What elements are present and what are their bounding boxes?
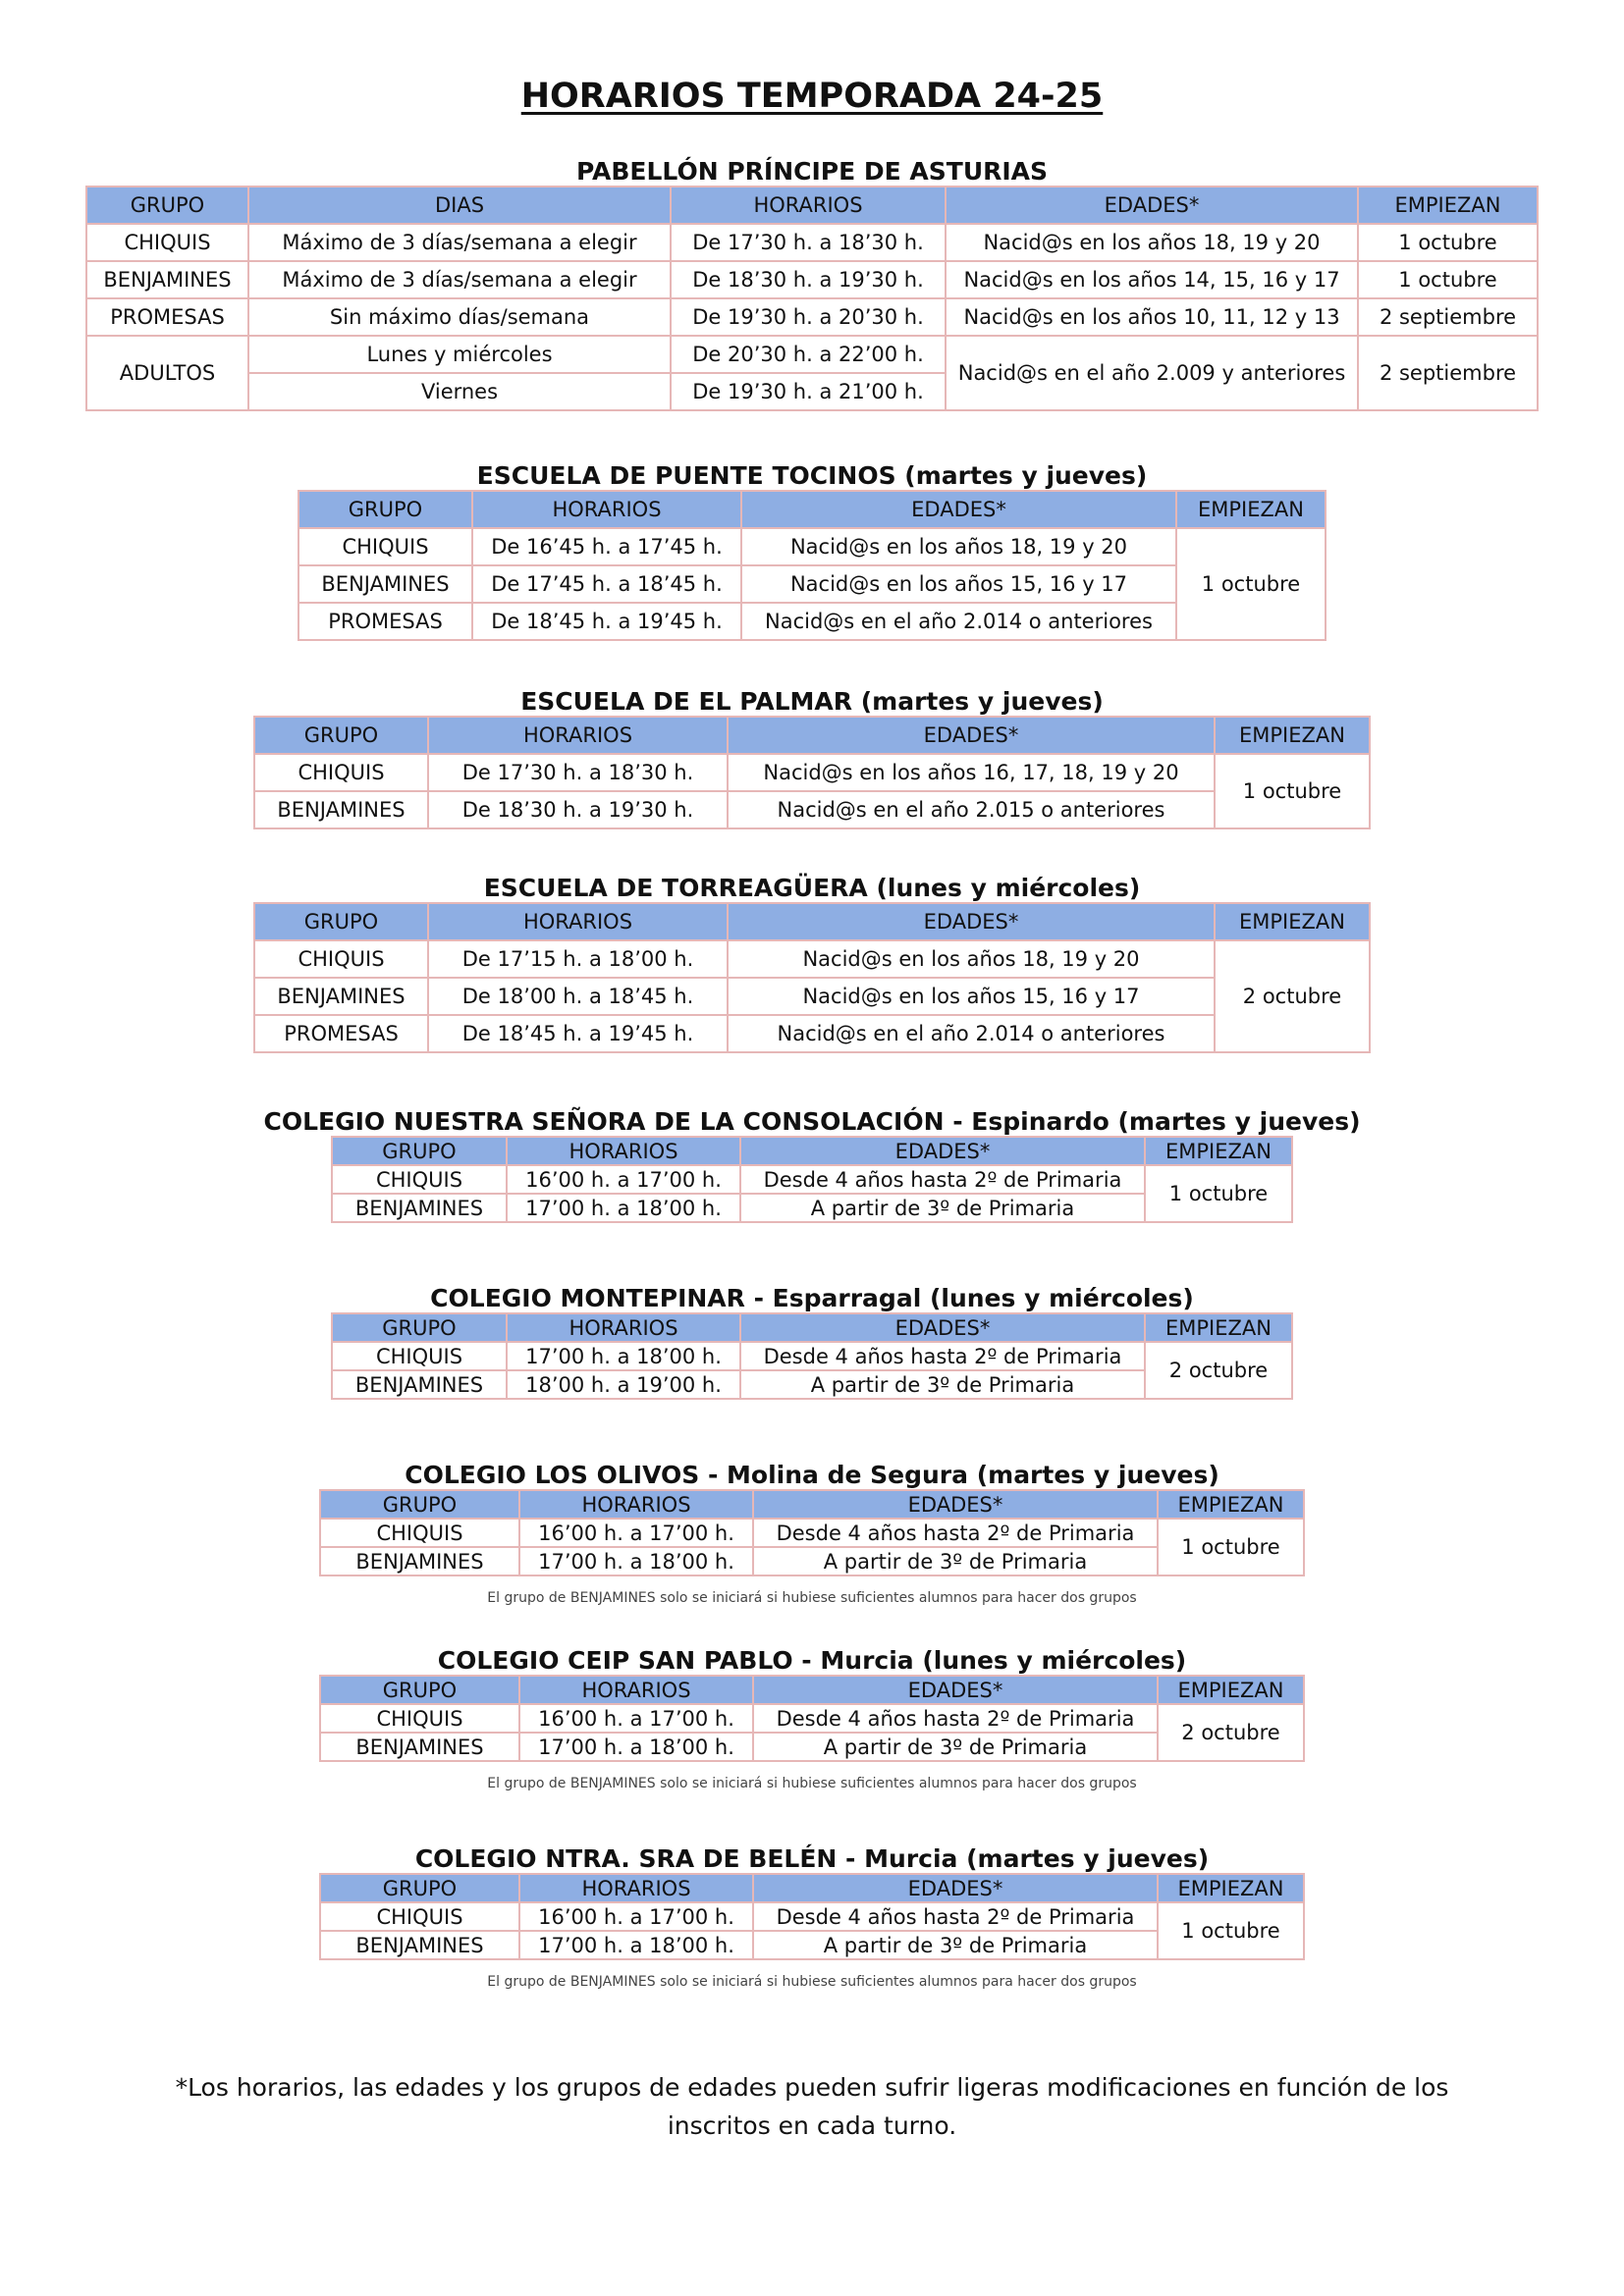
cell-horario: De 17’30 h. a 18’30 h. xyxy=(671,224,946,261)
cell-grupo: BENJAMINES xyxy=(320,1931,519,1959)
schedule-table xyxy=(253,716,1371,829)
cell-edades: Desde 4 años hasta 2º de Primaria xyxy=(753,1902,1158,1931)
cell-edades: Desde 4 años hasta 2º de Primaria xyxy=(753,1519,1158,1547)
cell-horario: De 19’30 h. a 21’00 h. xyxy=(671,373,946,410)
col-header: HORARIOS xyxy=(472,491,741,528)
cell-edades: Nacid@s en los años 10, 11, 12 y 13 xyxy=(946,298,1358,336)
page-title: HORARIOS TEMPORADA 24-25 xyxy=(520,77,1104,116)
cell-grupo: BENJAMINES xyxy=(332,1370,507,1399)
col-header: DIAS xyxy=(248,187,671,224)
table-header-row xyxy=(320,1490,1304,1519)
cell-empiezan: 2 octubre xyxy=(1158,1704,1304,1761)
section-pabellon xyxy=(0,157,1624,411)
cell-horario: De 18’45 h. a 19’45 h. xyxy=(472,603,741,640)
cell-grupo: BENJAMINES xyxy=(332,1194,507,1222)
table-header-row xyxy=(320,1874,1304,1902)
cell-grupo: PROMESAS xyxy=(86,298,248,336)
cell-horario: 16’00 h. a 17’00 h. xyxy=(519,1704,753,1733)
section-title: COLEGIO NTRA. SRA DE BELÉN - Murcia (martes y jueves) xyxy=(414,1844,1210,1873)
table-header-row xyxy=(298,491,1326,528)
cell-edades: Nacid@s en el año 2.014 o anteriores xyxy=(728,1015,1215,1052)
cell-edades: Nacid@s en los años 16, 17, 18, 19 y 20 xyxy=(728,754,1215,791)
section-title: ESCUELA DE TORREAGÜERA (lunes y miércoles) xyxy=(483,874,1141,902)
cell-horario: De 19’30 h. a 20’30 h. xyxy=(671,298,946,336)
cell-grupo: BENJAMINES xyxy=(320,1733,519,1761)
col-header: GRUPO xyxy=(320,1874,519,1902)
cell-dias: Viernes xyxy=(248,373,671,410)
col-header: EMPIEZAN xyxy=(1358,187,1538,224)
cell-dias: Máximo de 3 días/semana a elegir xyxy=(248,224,671,261)
col-header: HORARIOS xyxy=(519,1676,753,1704)
cell-edades: Nacid@s en los años 18, 19 y 20 xyxy=(946,224,1358,261)
section-montepinar xyxy=(0,1284,1624,1400)
schedule-table xyxy=(319,1675,1305,1762)
section-title: COLEGIO NUESTRA SEÑORA DE LA CONSOLACIÓN - Espinardo (martes y jueves) xyxy=(263,1107,1361,1136)
cell-edades: A partir de 3º de Primaria xyxy=(753,1733,1158,1761)
cell-empiezan: 1 octubre xyxy=(1158,1902,1304,1959)
cell-grupo: BENJAMINES xyxy=(254,791,428,828)
cell-edades: Nacid@s en los años 15, 16 y 17 xyxy=(741,565,1176,603)
col-header: EDADES* xyxy=(753,1676,1158,1704)
col-header: EDADES* xyxy=(753,1874,1158,1902)
cell-horario: De 18’00 h. a 18’45 h. xyxy=(428,978,728,1015)
section-consolacion xyxy=(0,1107,1624,1223)
cell-horario: De 18’30 h. a 19’30 h. xyxy=(428,791,728,828)
section-san-pablo xyxy=(0,1646,1624,1791)
cell-horario: 16’00 h. a 17’00 h. xyxy=(507,1165,740,1194)
cell-grupo: CHIQUIS xyxy=(86,224,248,261)
cell-empiezan: 1 octubre xyxy=(1145,1165,1292,1222)
cell-horario: De 18’30 h. a 19’30 h. xyxy=(671,261,946,298)
col-header: GRUPO xyxy=(298,491,472,528)
cell-edades: Desde 4 años hasta 2º de Primaria xyxy=(753,1704,1158,1733)
cell-grupo: CHIQUIS xyxy=(254,754,428,791)
cell-edades: Nacid@s en el año 2.014 o anteriores xyxy=(741,603,1176,640)
col-header: GRUPO xyxy=(332,1313,507,1342)
cell-horario: 17’00 h. a 18’00 h. xyxy=(519,1931,753,1959)
schedule-table xyxy=(319,1873,1305,1960)
table-header-row xyxy=(332,1137,1292,1165)
group-note: El grupo de BENJAMINES solo se iniciará si hubiese suficientes alumnos para hacer dos grupos xyxy=(487,1776,1137,1791)
table-row xyxy=(298,603,1326,640)
schedule-table xyxy=(331,1136,1293,1223)
table-row xyxy=(254,940,1370,978)
col-header: GRUPO xyxy=(320,1676,519,1704)
col-header: HORARIOS xyxy=(507,1137,740,1165)
cell-grupo: BENJAMINES xyxy=(86,261,248,298)
table-row xyxy=(254,754,1370,791)
col-header: EDADES* xyxy=(741,491,1176,528)
cell-horario: 17’00 h. a 18’00 h. xyxy=(519,1547,753,1575)
col-header: EMPIEZAN xyxy=(1176,491,1326,528)
table-row xyxy=(86,298,1538,336)
table-row xyxy=(332,1165,1292,1194)
cell-empiezan: 1 octubre xyxy=(1215,754,1370,828)
schedule-table xyxy=(253,902,1371,1053)
cell-grupo: CHIQUIS xyxy=(332,1342,507,1370)
table-row xyxy=(332,1342,1292,1370)
table-row xyxy=(254,978,1370,1015)
cell-horario: De 17’15 h. a 18’00 h. xyxy=(428,940,728,978)
table-row xyxy=(320,1902,1304,1931)
cell-edades: A partir de 3º de Primaria xyxy=(753,1931,1158,1959)
cell-edades: Nacid@s en los años 15, 16 y 17 xyxy=(728,978,1215,1015)
cell-grupo: CHIQUIS xyxy=(254,940,428,978)
col-header: HORARIOS xyxy=(671,187,946,224)
cell-horario: 18’00 h. a 19’00 h. xyxy=(507,1370,740,1399)
cell-horario: 16’00 h. a 17’00 h. xyxy=(519,1519,753,1547)
cell-empiezan: 2 septiembre xyxy=(1358,336,1538,410)
cell-edades: A partir de 3º de Primaria xyxy=(753,1547,1158,1575)
table-row xyxy=(320,1733,1304,1761)
col-header: EMPIEZAN xyxy=(1158,1490,1304,1519)
table-row xyxy=(86,224,1538,261)
table-row xyxy=(298,565,1326,603)
cell-dias: Sin máximo días/semana xyxy=(248,298,671,336)
col-header: HORARIOS xyxy=(507,1313,740,1342)
cell-dias: Lunes y miércoles xyxy=(248,336,671,373)
col-header: EDADES* xyxy=(740,1137,1145,1165)
cell-grupo: CHIQUIS xyxy=(332,1165,507,1194)
col-header: EDADES* xyxy=(740,1313,1145,1342)
cell-horario: De 17’30 h. a 18’30 h. xyxy=(428,754,728,791)
cell-grupo: BENJAMINES xyxy=(298,565,472,603)
cell-horario: De 20’30 h. a 22’00 h. xyxy=(671,336,946,373)
col-header: GRUPO xyxy=(254,717,428,754)
cell-horario: 17’00 h. a 18’00 h. xyxy=(507,1342,740,1370)
cell-grupo: BENJAMINES xyxy=(320,1547,519,1575)
cell-empiezan: 1 octubre xyxy=(1358,224,1538,261)
cell-grupo: ADULTOS xyxy=(86,336,248,410)
col-header: EMPIEZAN xyxy=(1215,717,1370,754)
schedule-table xyxy=(319,1489,1305,1576)
cell-dias: Máximo de 3 días/semana a elegir xyxy=(248,261,671,298)
section-title: COLEGIO LOS OLIVOS - Molina de Segura (martes y jueves) xyxy=(405,1461,1219,1489)
col-header: EMPIEZAN xyxy=(1158,1676,1304,1704)
cell-empiezan: 1 octubre xyxy=(1358,261,1538,298)
col-header: GRUPO xyxy=(254,903,428,940)
group-note: El grupo de BENJAMINES solo se iniciará si hubiese suficientes alumnos para hacer dos grupos xyxy=(487,1974,1137,1990)
section-title: COLEGIO MONTEPINAR - Esparragal (lunes y miércoles) xyxy=(430,1284,1194,1312)
cell-edades: Nacid@s en el año 2.015 o anteriores xyxy=(728,791,1215,828)
col-header: HORARIOS xyxy=(519,1874,753,1902)
col-header: EMPIEZAN xyxy=(1215,903,1370,940)
col-header: GRUPO xyxy=(332,1137,507,1165)
table-row xyxy=(320,1931,1304,1959)
section-title: ESCUELA DE PUENTE TOCINOS (martes y jueves) xyxy=(476,461,1148,490)
col-header: HORARIOS xyxy=(428,717,728,754)
col-header: EDADES* xyxy=(753,1490,1158,1519)
table-row xyxy=(86,336,1538,373)
section-torreaguera xyxy=(0,874,1624,1053)
cell-edades: Nacid@s en los años 14, 15, 16 y 17 xyxy=(946,261,1358,298)
section-title: PABELLÓN PRÍNCIPE DE ASTURIAS xyxy=(575,157,1049,186)
cell-edades: Nacid@s en los años 18, 19 y 20 xyxy=(741,528,1176,565)
col-header: HORARIOS xyxy=(428,903,728,940)
table-row xyxy=(254,1015,1370,1052)
cell-horario: 17’00 h. a 18’00 h. xyxy=(507,1194,740,1222)
cell-horario: 16’00 h. a 17’00 h. xyxy=(519,1902,753,1931)
cell-edades: Nacid@s en el año 2.009 y anteriores xyxy=(946,336,1358,410)
cell-edades: Desde 4 años hasta 2º de Primaria xyxy=(740,1342,1145,1370)
col-header: EDADES* xyxy=(728,717,1215,754)
cell-horario: De 16’45 h. a 17’45 h. xyxy=(472,528,741,565)
section-title: COLEGIO CEIP SAN PABLO - Murcia (lunes y miércoles) xyxy=(437,1646,1187,1675)
section-el-palmar xyxy=(0,687,1624,829)
cell-grupo: CHIQUIS xyxy=(320,1519,519,1547)
schedule-table xyxy=(85,186,1539,411)
col-header: EDADES* xyxy=(728,903,1215,940)
col-header: EMPIEZAN xyxy=(1158,1874,1304,1902)
table-header-row xyxy=(86,187,1538,224)
col-header: EMPIEZAN xyxy=(1145,1137,1292,1165)
table-row xyxy=(298,528,1326,565)
cell-empiezan: 1 octubre xyxy=(1158,1519,1304,1575)
cell-grupo: BENJAMINES xyxy=(254,978,428,1015)
table-row xyxy=(320,1547,1304,1575)
cell-empiezan: 2 septiembre xyxy=(1358,298,1538,336)
table-row xyxy=(320,1519,1304,1547)
cell-grupo: CHIQUIS xyxy=(298,528,472,565)
table-header-row xyxy=(320,1676,1304,1704)
cell-empiezan: 2 octubre xyxy=(1215,940,1370,1052)
schedule-table xyxy=(331,1312,1293,1400)
cell-edades: A partir de 3º de Primaria xyxy=(740,1370,1145,1399)
cell-edades: Nacid@s en los años 18, 19 y 20 xyxy=(728,940,1215,978)
section-belen xyxy=(0,1844,1624,1990)
table-header-row xyxy=(254,717,1370,754)
table-header-row xyxy=(332,1313,1292,1342)
cell-horario: De 17’45 h. a 18’45 h. xyxy=(472,565,741,603)
section-title: ESCUELA DE EL PALMAR (martes y jueves) xyxy=(520,687,1104,716)
cell-empiezan: 1 octubre xyxy=(1176,528,1326,640)
table-row xyxy=(86,261,1538,298)
cell-grupo: CHIQUIS xyxy=(320,1704,519,1733)
col-header: HORARIOS xyxy=(519,1490,753,1519)
group-note: El grupo de BENJAMINES solo se iniciará si hubiese suficientes alumnos para hacer dos grupos xyxy=(487,1590,1137,1606)
table-row xyxy=(320,1704,1304,1733)
col-header: GRUPO xyxy=(320,1490,519,1519)
schedule-table xyxy=(298,490,1326,641)
table-row xyxy=(254,791,1370,828)
col-header: GRUPO xyxy=(86,187,248,224)
section-los-olivos xyxy=(0,1461,1624,1606)
footnote-text: *Los horarios, las edades y los grupos de edades pueden sufrir ligeras modificaciones en función de los inscritos en cada turno. xyxy=(175,2073,1449,2140)
cell-edades: Desde 4 años hasta 2º de Primaria xyxy=(740,1165,1145,1194)
cell-horario: 17’00 h. a 18’00 h. xyxy=(519,1733,753,1761)
col-header: EDADES* xyxy=(946,187,1358,224)
cell-grupo: CHIQUIS xyxy=(320,1902,519,1931)
cell-grupo: PROMESAS xyxy=(254,1015,428,1052)
cell-grupo: PROMESAS xyxy=(298,603,472,640)
footnote xyxy=(0,2068,1624,2145)
cell-horario: De 18’45 h. a 19’45 h. xyxy=(428,1015,728,1052)
table-header-row xyxy=(254,903,1370,940)
cell-empiezan: 2 octubre xyxy=(1145,1342,1292,1399)
cell-edades: A partir de 3º de Primaria xyxy=(740,1194,1145,1222)
section-puente-tocinos xyxy=(0,461,1624,641)
col-header: EMPIEZAN xyxy=(1145,1313,1292,1342)
